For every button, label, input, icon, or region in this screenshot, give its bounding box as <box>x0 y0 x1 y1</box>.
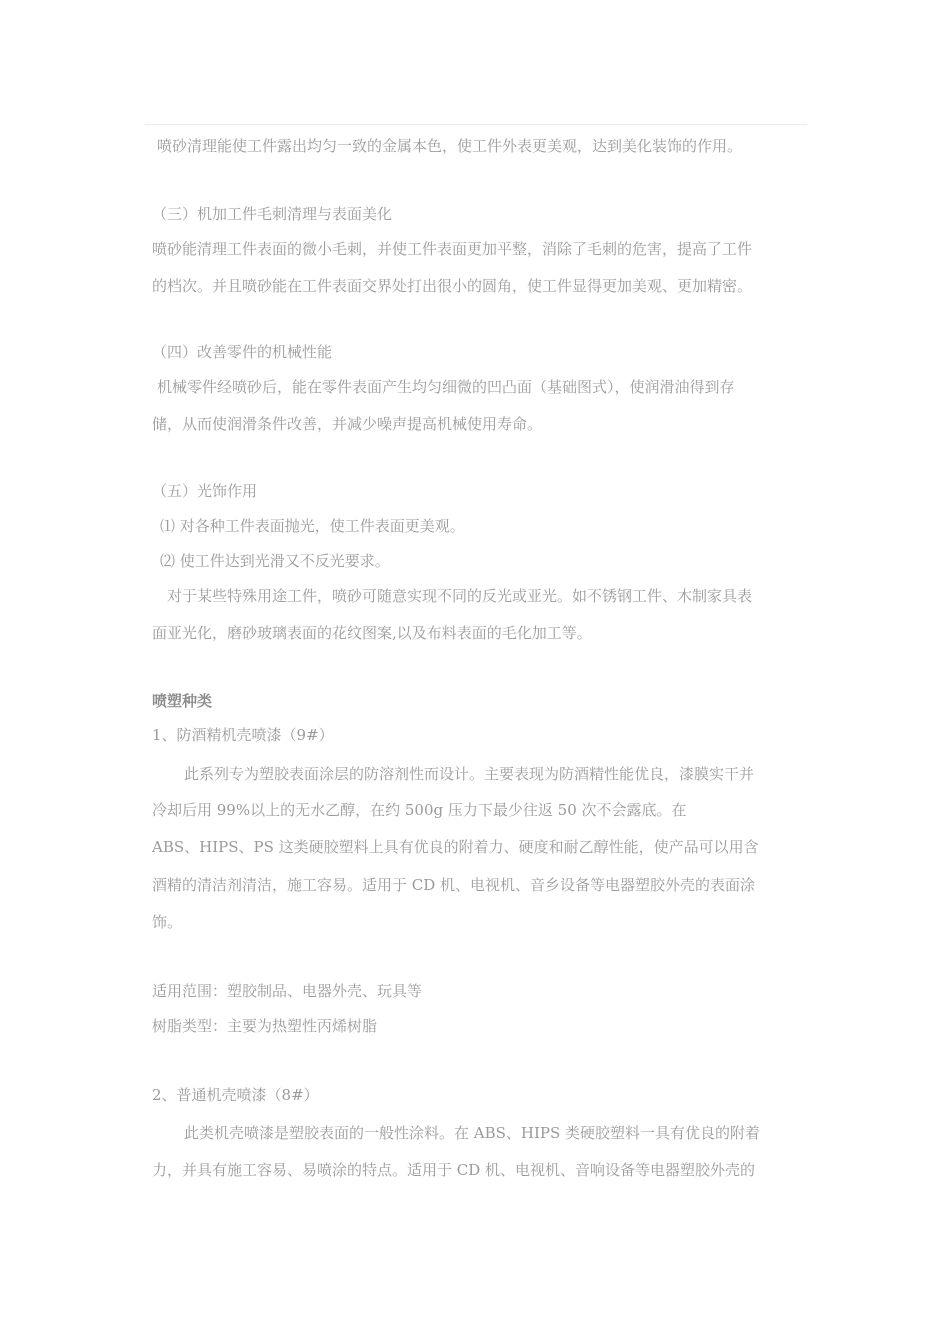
paragraph-line: 喷砂清理能使工件露出均匀一致的金属本色，使工件外表更美观，达到美化装饰的作用。 <box>157 137 743 155</box>
list-item: ⑵ 使工件达到光滑又不反光要求。 <box>160 552 390 570</box>
section-heading-5: （五）光饰作用 <box>152 482 258 500</box>
spray-section-title: 喷塑种类 <box>152 692 213 710</box>
section-heading-3: （三）机加工件毛刺清理与表面美化 <box>152 205 393 223</box>
resin-line: 树脂类型：主要为热塑性丙烯树脂 <box>152 1017 378 1035</box>
list-item: ⑴ 对各种工件表面抛光，使工件表面更美观。 <box>160 517 465 535</box>
paragraph-line: 酒精的清洁剂清洁，施工容易。适用于 CD 机、电视机、音乡设备等电器塑胶外壳的表面涂 <box>152 876 756 894</box>
scope-line: 适用范围：塑胶制品、电器外壳、玩具等 <box>152 982 423 1000</box>
paragraph-line: 储，从而使润滑条件改善，并减少噪声提高机械使用寿命。 <box>152 415 543 433</box>
paragraph-line: 面亚光化，磨砂玻璃表面的花纹图案,以及布料表面的毛化加工等。 <box>152 624 592 642</box>
spray-item-heading-2: 2、普通机壳喷漆（8#） <box>152 1086 319 1104</box>
spray-item-heading-1: 1、防酒精机壳喷漆（9#） <box>152 726 334 744</box>
paragraph-line: 此系列专为塑胶表面涂层的防溶剂性而设计。主要表现为防酒精性能优良，漆膜实干并 <box>184 765 755 783</box>
paragraph-line: 的档次。并且喷砂能在工件表面交界处打出很小的圆角，使工件显得更加美观、更加精密。 <box>152 277 753 295</box>
paragraph-line: 此类机壳喷漆是塑胶表面的一般性涂料。在 ABS、HIPS 类硬胶塑料一具有优良的附着 <box>184 1124 761 1142</box>
header-rule <box>145 124 807 125</box>
paragraph-line: 对于某些特殊用途工件，喷砂可随意实现不同的反光或亚光。如不锈钢工件、木制家具表 <box>167 587 753 605</box>
paragraph-line: 机械零件经喷砂后，能在零件表面产生均匀细微的凹凸面（基础图式），使润滑油得到存 <box>157 378 735 396</box>
paragraph-line: 力，并具有施工容易、易喷涂的特点。适用于 CD 机、电视机、音响设备等电器塑胶外壳的 <box>152 1161 756 1179</box>
section-heading-4: （四）改善零件的机械性能 <box>152 343 333 361</box>
paragraph-line: 喷砂能清理工件表面的微小毛刺，并使工件表面更加平整，消除了毛刺的危害，提高了工件 <box>152 240 753 258</box>
paragraph-line: 冷却后用 99%以上的无水乙醇，在约 500g 压力下最少往返 50 次不会露底。在 <box>152 801 687 819</box>
paragraph-line: 饰。 <box>152 913 183 931</box>
paragraph-line: ABS、HIPS、PS 这类硬胶塑料上具有优良的附着力、硬度和耐乙醇性能，使产品可以用含 <box>152 838 759 856</box>
